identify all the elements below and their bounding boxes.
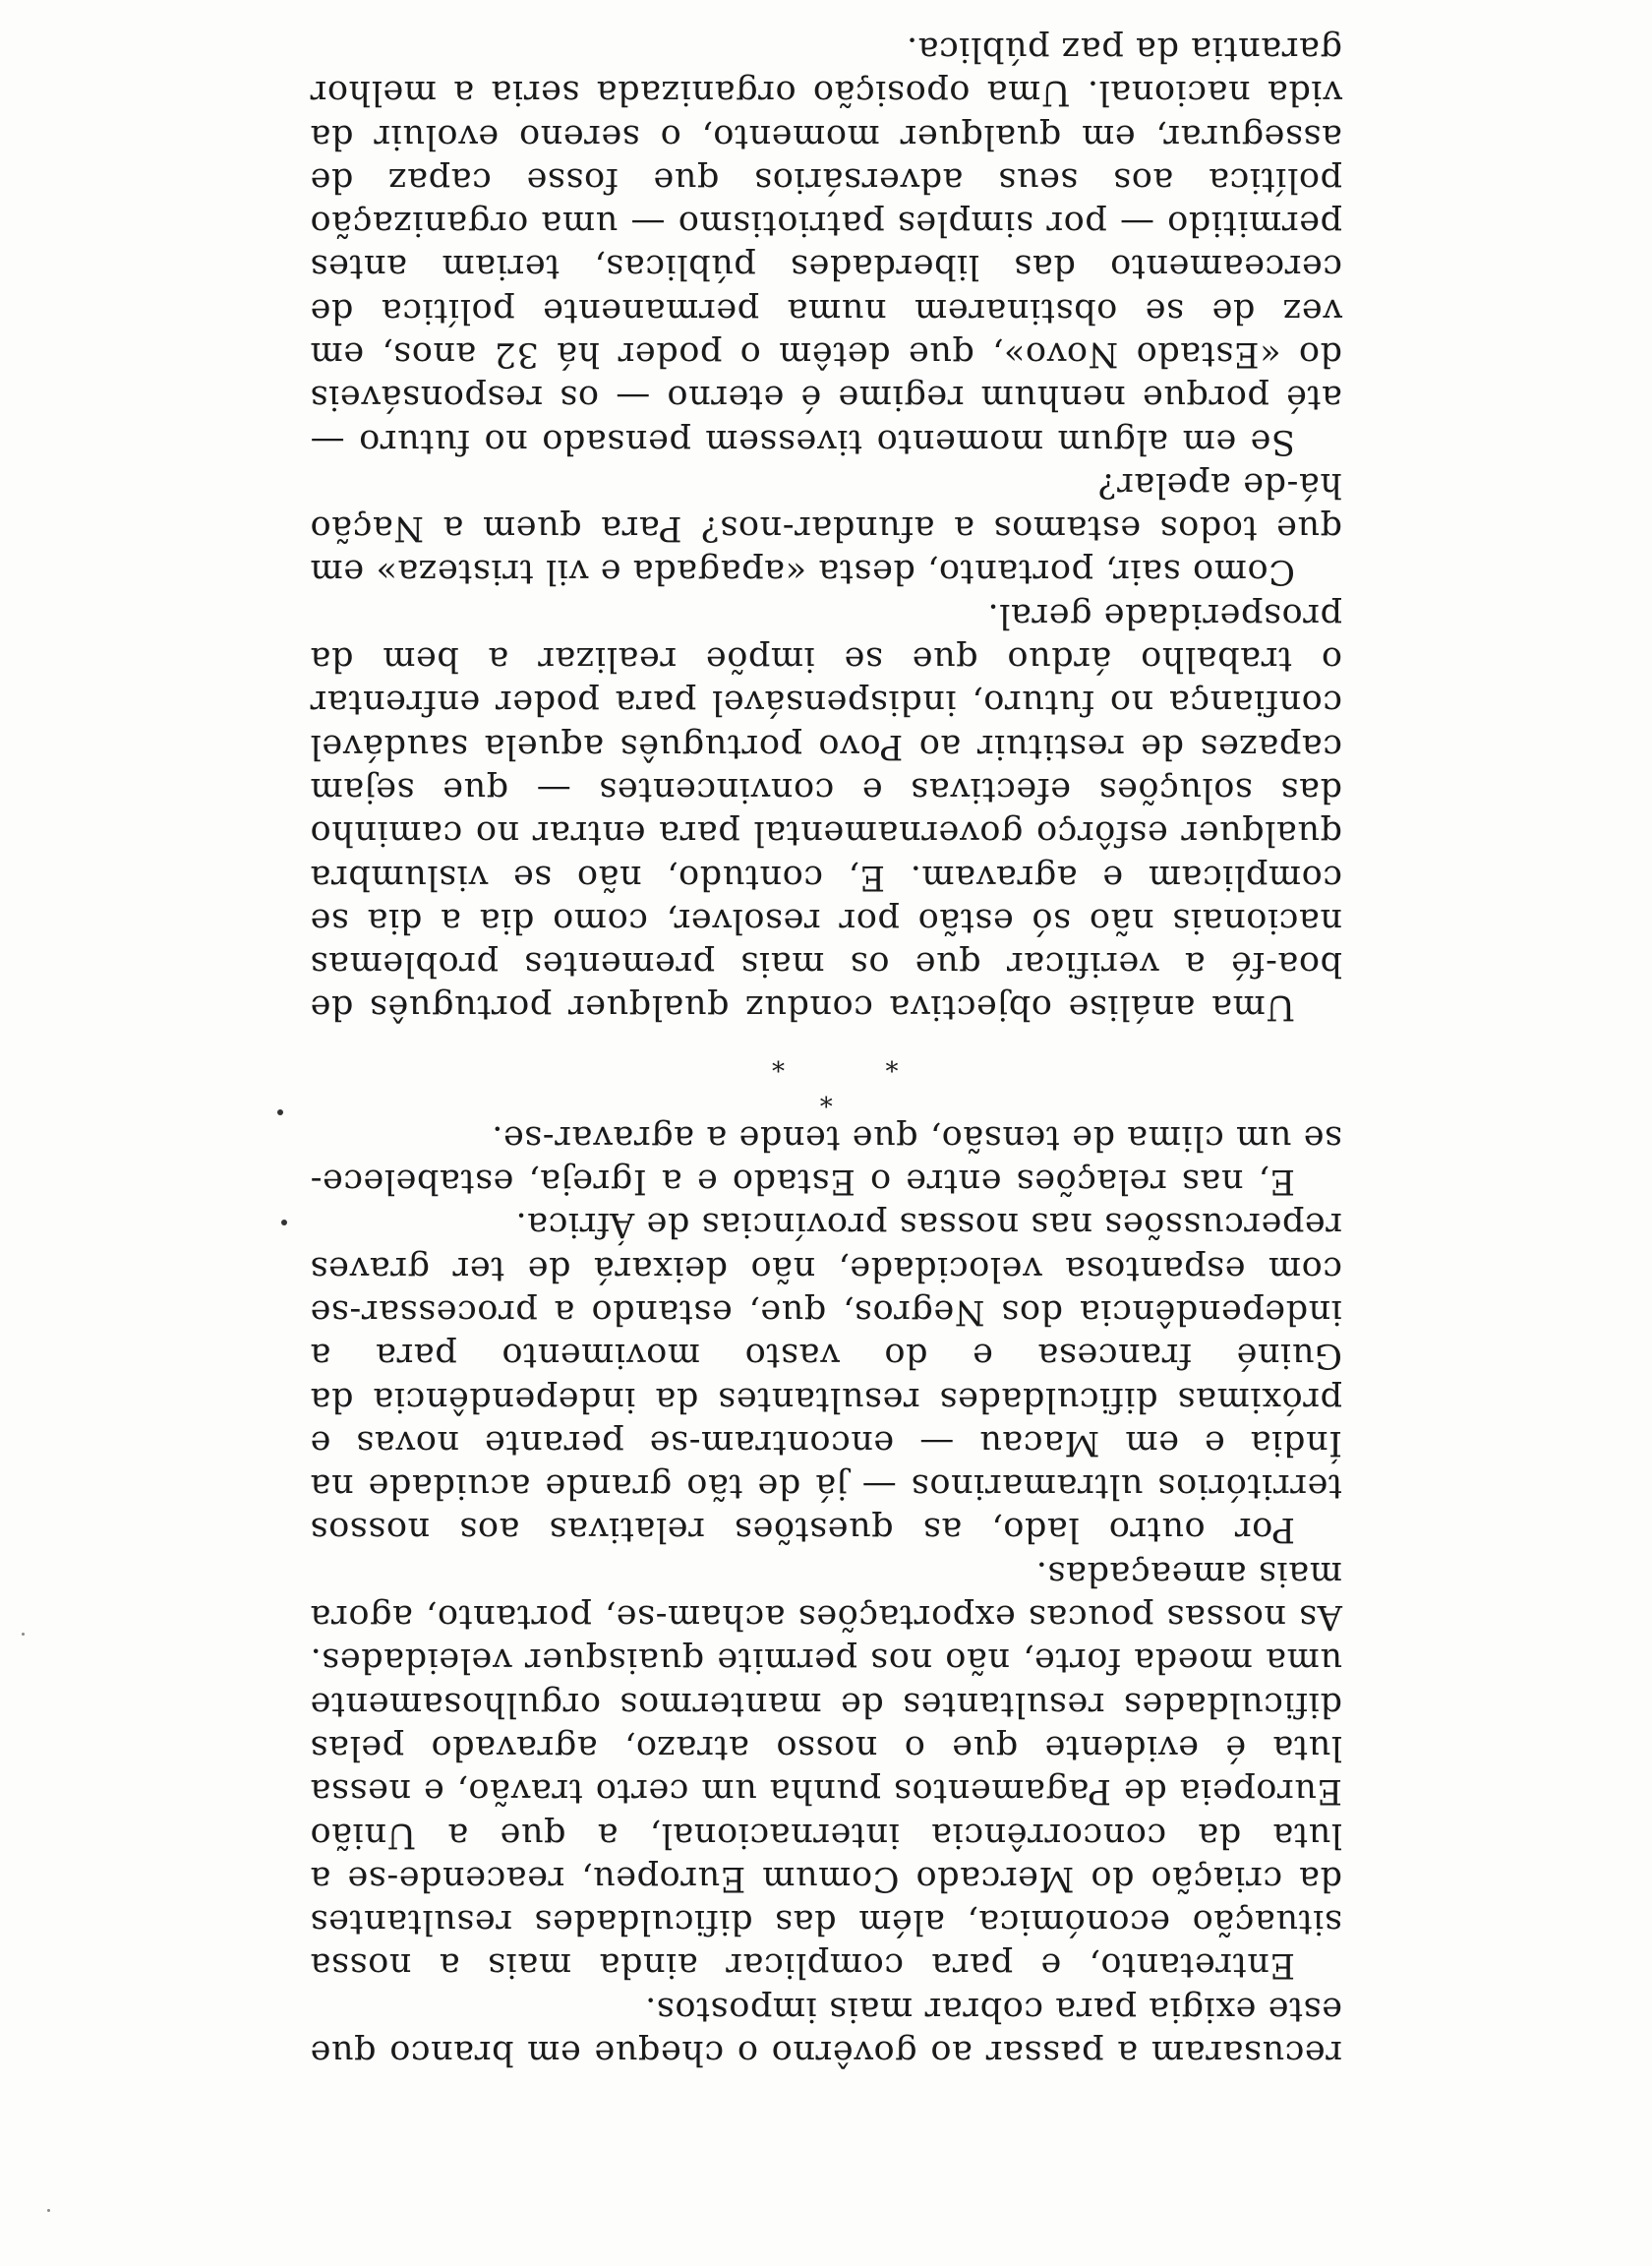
paragraph: Uma análise objectiva conduz qualquer português de boa-fé a verificar que os mais prementes problemas nacionais não só estão por resolver, como dia a dia se complicam e agravam. E, contudo, não se vislumbra qualquer esfôrço governamental para entrar no caminho das soluções efectivas e convincentes — que sejam capazes de restituir ao Povo português aquela saudável confiança no futuro, indispensável para poder enfrentar o trabalho árduo que se impõe realizar a bem da prosperidade geral. (310, 595, 1342, 1028)
paragraph: Como sair, portanto, desta «apagada e vil tristeza» em que todos estamos a afundar-nos? Para quem a Nação há-de apelar? (310, 464, 1342, 592)
paragraph: Por outro lado, as questões relativas aos nossos territórios ultramarinos — já de tão grande acuidade na Índia e em Macau — encontram-se perante novas e próximas dificuldades resultantes da independência da Guiné francesa e do vasto movimento para a independência dos Negros, que, estando a processar-se com espantosa velocidade, não deixará de ter graves repercussões nas nossas províncias de África. (310, 1205, 1342, 1550)
section-separator (310, 1029, 1342, 1115)
scan-speck (47, 2209, 50, 2212)
separator-star: * (884, 1046, 899, 1077)
paragraph: Entretanto, e para complicar ainda mais a nossa situação económica, além das dificuldades resultantes da criação do Mercado Comum Europeu, reacende-se a luta da concorrência internacional, a que a União Europeia de Pagamentos punha um certo travão, e nessa luta é evidente que o nosso atrazo, agravado pelas dificuldades resultantes de mantermos orgulhosamente uma moeda forte, não nos permite quaisquer veleidades. As nossas poucas exportações acham-se, portanto, agora mais ameaçadas. (310, 1553, 1342, 1986)
margin-mark (281, 1220, 287, 1225)
paragraph: E, nas relações entre o Estado e a Igreja, estabelece-se um clima de tensão, que tende a agravar-se. (310, 1117, 1342, 1202)
paragraph: Se em algum momento tivessem pensado no futuro — até porque nenhum regime é eterno — os responsáveis do «Estado Novo», que detêm o poder há 32 anos, em vez de se obstinarem numa permanente política de cerceamento das liberdades públicas, teriam antes permitido — por simples patriotismo — uma organização política aos seus adversários que fosse capaz de assegurar, em qualquer momento, o sereno evoluir da vida nacional. Uma oposição organizada seria a melhor garantia da paz pública. (310, 29, 1342, 461)
separator-star: * (819, 1082, 833, 1112)
body-text (310, 28, 1342, 2074)
margin-mark (277, 1109, 283, 1115)
scan-speck (22, 1633, 25, 1636)
separator-star: * (771, 1046, 785, 1077)
paragraph: recusaram a passar ao govêrno o cheque em branco que este exigia para cobrar mais impostos. (310, 1989, 1342, 2072)
